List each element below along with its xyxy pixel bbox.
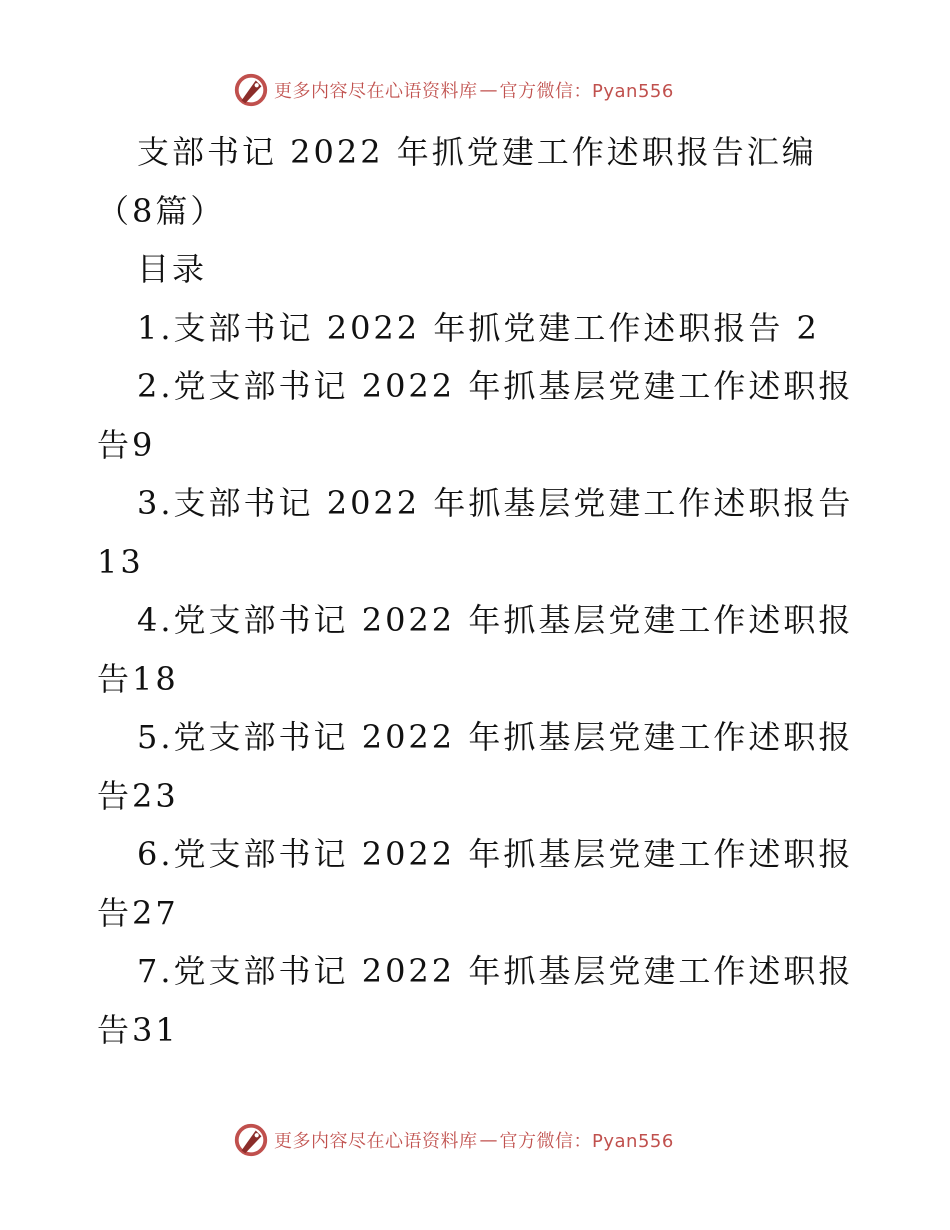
toc-entry[interactable]: 1.支部书记 2022 年抓党建工作述职报告 2 bbox=[137, 308, 820, 347]
document-title: 支部书记 2022 年抓党建工作述职报告汇编（8篇） bbox=[97, 133, 817, 230]
watermark-contact: 官方微信：Pyan556 bbox=[499, 81, 674, 102]
watermark-text: 更多内容尽在心语资料库 bbox=[274, 81, 478, 102]
pen-nib-logo-icon bbox=[232, 71, 270, 109]
watermark-header bbox=[232, 70, 674, 110]
watermark-separator: — bbox=[479, 79, 498, 101]
document-body bbox=[97, 123, 857, 1059]
toc-entry[interactable]: 7.党支部书记 2022 年抓基层党建工作述职报告31 bbox=[97, 952, 854, 1049]
toc-entry[interactable]: 3.支部书记 2022 年抓基层党建工作述职报告 13 bbox=[97, 484, 854, 581]
pen-nib-logo-icon bbox=[232, 1121, 270, 1159]
toc-entry[interactable]: 6.党支部书记 2022 年抓基层党建工作述职报告27 bbox=[97, 835, 854, 932]
watermark-contact: 官方微信：Pyan556 bbox=[499, 1131, 674, 1152]
toc-entry[interactable]: 5.党支部书记 2022 年抓基层党建工作述职报告23 bbox=[97, 718, 854, 815]
toc-entry[interactable]: 4.党支部书记 2022 年抓基层党建工作述职报告18 bbox=[97, 601, 854, 698]
watermark-text: 更多内容尽在心语资料库 bbox=[274, 1131, 478, 1152]
toc-entry[interactable]: 2.党支部书记 2022 年抓基层党建工作述职报告9 bbox=[97, 367, 854, 464]
watermark-footer bbox=[232, 1120, 674, 1160]
toc-heading: 目录 bbox=[137, 250, 208, 288]
watermark-separator: — bbox=[479, 1129, 498, 1151]
